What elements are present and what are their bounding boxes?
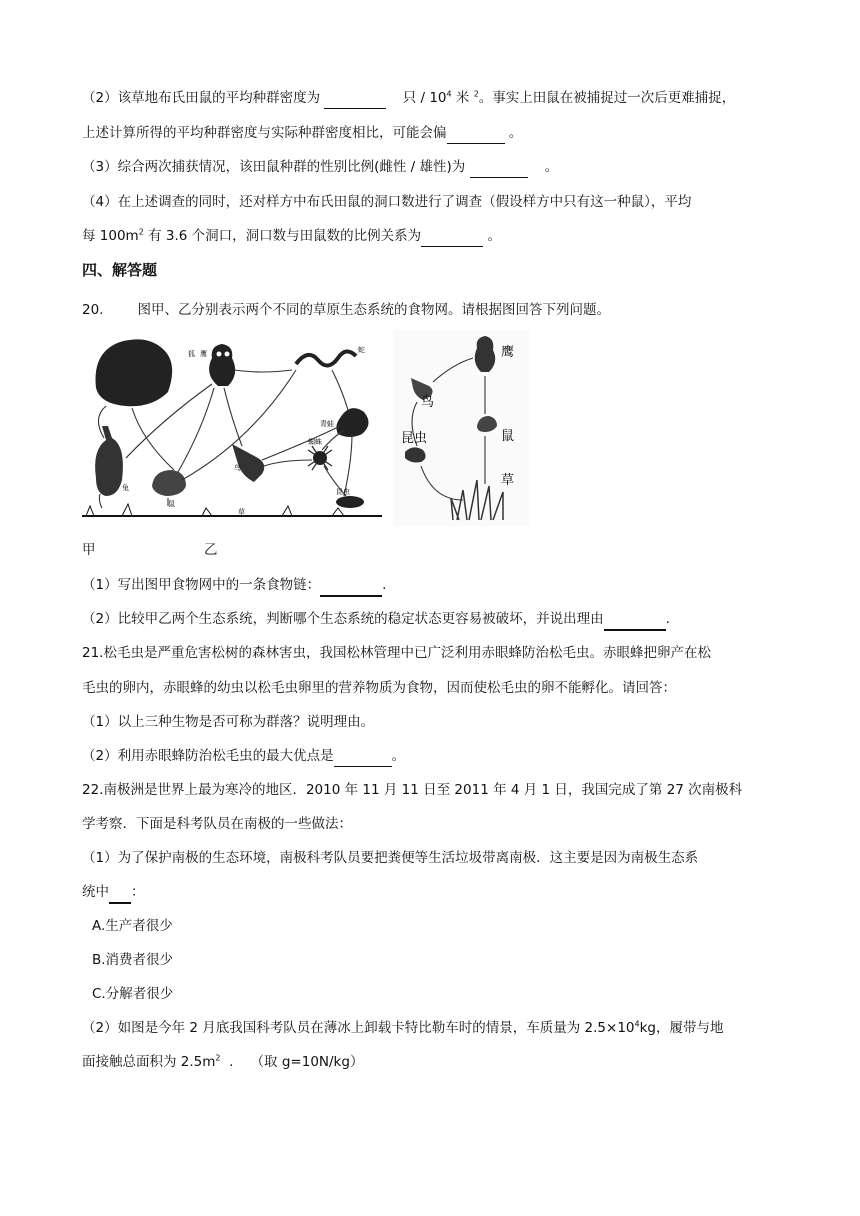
text: . （取 g=10N/kg） [220, 1054, 364, 1070]
text: 米 [451, 90, 474, 106]
superscript: 2 [138, 227, 144, 237]
q22-line1: 22.南极洲是世界上最为寒冷的地区．2010 年 11 月 11 日至 2011 年 4 月 1 日，我国完成了第 27 次南极科 [82, 782, 743, 798]
q21-part1: （1）以上三种生物是否可称为群落？说明理由。 [82, 714, 375, 730]
answer-blank[interactable] [470, 157, 528, 178]
q22-part1-line1: （1）为了保护南极的生态环境，南极科考队员要把粪便等生活垃圾带离南极．这主要是因为南极生态系 [82, 850, 699, 866]
bird-label: 鸟 [421, 395, 435, 410]
figure-label-jia: 甲 [82, 542, 96, 558]
eagle-icon [475, 336, 496, 372]
q22-part1-line2 [82, 882, 145, 904]
text: （2）利用赤眼蜂防治松毛虫的最大优点是 [82, 748, 334, 764]
superscript: 2 [473, 89, 479, 99]
grass-label: 草 [501, 473, 515, 488]
q21-line1: 21.松毛虫是严重危害松树的森林害虫，我国松林管理中已广泛利用赤眼蜂防治松毛虫。赤眼蜂把卵产在松 [82, 645, 711, 661]
text: 。 [391, 748, 406, 764]
text: （1）写出图甲食物网中的一条食物链： [82, 577, 321, 593]
q21-line2: 毛虫的卵内，赤眼蜂的幼虫以松毛虫卵里的营养物质为食物，因而使松毛虫的卵不能孵化。请回答： [82, 680, 676, 696]
option-a[interactable]: A.生产者很少 [92, 918, 173, 934]
frog-label: 青蛙 [320, 420, 334, 428]
owl-label: 鹰 [200, 350, 207, 358]
q22-part2-line2 [82, 1052, 363, 1072]
grass-label: 草 [238, 508, 245, 516]
answer-blank[interactable] [421, 226, 483, 247]
insect-label: 昆虫 [401, 431, 428, 446]
text: ： [131, 884, 145, 900]
answer-blank[interactable] [324, 88, 386, 109]
superscript: 4 [446, 89, 452, 99]
snake-label: 蛇 [358, 346, 365, 354]
answer-blank[interactable] [109, 882, 131, 904]
text: 每 100m [82, 228, 139, 244]
owl-icon [209, 344, 235, 386]
food-web-yi-drawing [393, 330, 529, 526]
question-number: 20. [82, 302, 104, 318]
eagle-label: 鹰 [501, 345, 515, 360]
section-heading: 四、解答题 [82, 261, 158, 279]
answer-blank[interactable] [447, 123, 505, 144]
text: （3）综合两次捕获情况，该田鼠种群的性别比例(雌性 / 雄性)为 [82, 159, 466, 175]
q19-part4-line1 [82, 192, 691, 212]
q19-part4-line2 [82, 226, 501, 247]
mouse-label: 鼠 [168, 500, 175, 508]
superscript: 4 [634, 1019, 640, 1029]
text: 图甲、乙分别表示两个不同的草原生态系统的食物网。请根据图回答下列问题。 [137, 302, 610, 318]
text: 。 [527, 159, 559, 175]
text: 面接触总面积为 2.5m [82, 1054, 216, 1070]
q21-part2 [82, 746, 405, 767]
food-web-figure-yi [393, 330, 529, 526]
q22-part2-line1 [82, 1018, 724, 1038]
spider-label: 蜘蛛 [308, 438, 322, 446]
q22-line2: 学考察．下面是科考队员在南极的一些做法： [82, 816, 352, 832]
q19-part2-line1 [82, 88, 735, 109]
q20-part2 [82, 609, 670, 631]
figure-label-yi: 乙 [204, 542, 218, 558]
text: 统中 [82, 884, 109, 900]
text: （2）该草地布氏田鼠的平均种群密度为 [82, 90, 321, 106]
food-web-jia-drawing [82, 330, 382, 528]
answer-blank[interactable] [604, 609, 666, 631]
insect-icon [336, 496, 364, 508]
q20-stem [82, 300, 610, 320]
insect-label: 昆虫 [336, 488, 350, 496]
text: 。事实上田鼠在被捕捉过一次后更难捕捉， [478, 90, 736, 106]
q19-part3 [82, 157, 558, 178]
superscript: 2 [215, 1053, 221, 1063]
food-web-figure-jia [82, 330, 382, 528]
text: kg，履带与地 [639, 1020, 724, 1036]
text: 只 / 10 [402, 90, 447, 106]
text: （4）在上述调查的同时，还对样方中布氏田鼠的洞口数进行了调查（假设样方中只有这一种鼠），平均 [82, 194, 692, 210]
rabbit-label: 兔 [122, 484, 129, 492]
q19-part2-line2 [82, 123, 522, 144]
text: （2）如图是今年 2 月底我国科考队员在薄冰上卸载卡特比勒车时的情景，车质量为 2.5×10 [82, 1020, 635, 1036]
mouse-label: 鼠 [501, 429, 515, 444]
text: . [382, 577, 387, 593]
text: . [665, 611, 670, 627]
answer-blank[interactable] [320, 575, 382, 597]
text: 。 [504, 125, 523, 141]
bird-label: 鸟 [234, 464, 241, 472]
answer-blank[interactable] [334, 746, 392, 767]
q20-part1 [82, 575, 386, 597]
option-b[interactable]: B.消费者很少 [92, 952, 174, 968]
text: 上述计算所得的平均种群密度与实际种群密度相比，可能会偏 [82, 125, 447, 141]
text: 有 3.6 个洞口，洞口数与田鼠数的比例关系为 [143, 228, 422, 244]
text: 。 [483, 228, 501, 244]
option-c[interactable]: C.分解者很少 [92, 986, 174, 1002]
fox-label: 狐 [188, 350, 195, 358]
text: （2）比较甲乙两个生态系统，判断哪个生态系统的稳定状态更容易被破坏，并说出理由 [82, 611, 604, 627]
